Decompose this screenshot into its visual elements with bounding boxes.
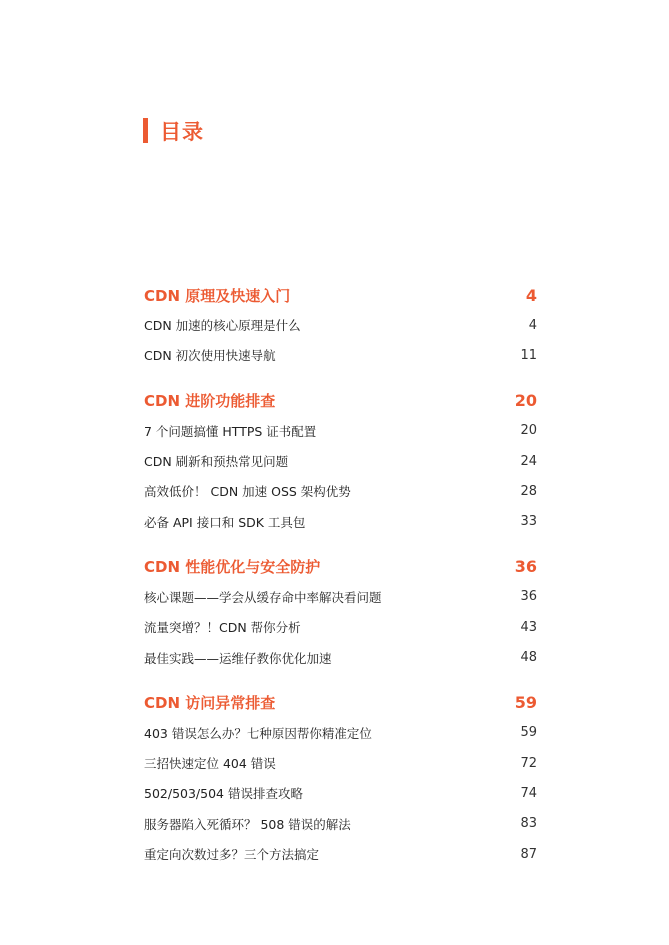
toc-entry[interactable]	[144, 582, 537, 612]
toc-section	[144, 386, 537, 537]
toc-entry[interactable]	[144, 340, 537, 370]
entry-title: 核心课题——学会从缓存命中率解决看问题	[144, 589, 382, 605]
entry-title: CDN 刷新和预热常见问题	[144, 454, 289, 470]
toc-section	[144, 552, 537, 673]
toc-entry[interactable]	[144, 748, 537, 778]
entry-page-number: 4	[528, 317, 537, 333]
toc-entry[interactable]	[144, 416, 537, 446]
page-title: 目录	[160, 119, 204, 144]
toc-entry[interactable]	[144, 839, 537, 869]
entry-page-number: 87	[520, 846, 537, 862]
section-title: CDN 进阶功能排查	[144, 392, 276, 411]
section-page-number: 36	[514, 557, 537, 577]
section-heading[interactable]	[144, 552, 537, 582]
entry-title: 403 错误怎么办？七种原因帮你精准定位	[144, 725, 372, 741]
toc-heading	[143, 117, 204, 144]
entry-page-number: 24	[520, 453, 537, 469]
entry-title: CDN 初次使用快速导航	[144, 348, 276, 364]
section-title: CDN 原理及快速入门	[144, 286, 291, 305]
table-of-contents	[144, 280, 537, 884]
toc-entry[interactable]	[144, 506, 537, 536]
entry-page-number: 48	[520, 650, 537, 666]
entry-page-number: 28	[520, 483, 537, 499]
toc-entry[interactable]	[144, 476, 537, 506]
entry-page-number: 33	[520, 514, 537, 530]
section-heading[interactable]	[144, 688, 537, 718]
entry-page-number: 72	[520, 755, 537, 771]
toc-entry[interactable]	[144, 612, 537, 642]
entry-title: 最佳实践——运维仔教你优化加速	[144, 650, 332, 666]
toc-entry[interactable]	[144, 809, 537, 839]
toc-section	[144, 280, 537, 371]
section-page-number: 20	[514, 391, 537, 411]
entry-page-number: 36	[520, 589, 537, 605]
entry-page-number: 43	[520, 619, 537, 635]
entry-title: 502/503/504 错误排查攻略	[144, 786, 303, 802]
entry-title: 高效低价！ CDN 加速 OSS 架构优势	[144, 484, 351, 500]
entry-page-number: 83	[520, 816, 537, 832]
entry-title: 重定向次数过多？三个方法搞定	[144, 847, 320, 862]
section-heading[interactable]	[144, 386, 537, 416]
section-title: CDN 访问异常排查	[144, 694, 276, 713]
toc-entry[interactable]	[144, 718, 537, 748]
entry-page-number: 59	[520, 725, 537, 741]
toc-entry[interactable]	[144, 778, 537, 808]
entry-title: 必备 API 接口和 SDK 工具包	[144, 514, 306, 530]
entry-title: 三招快速定位 404 错误	[144, 756, 276, 772]
heading-accent-bar	[143, 118, 148, 143]
toc-entry[interactable]	[144, 446, 537, 476]
entry-title: 流量突增？！CDN 帮你分析	[144, 620, 301, 636]
section-page-number: 4	[525, 285, 537, 305]
toc-entry[interactable]	[144, 642, 537, 672]
toc-entry[interactable]	[144, 310, 537, 340]
entry-page-number: 11	[520, 347, 537, 363]
entry-page-number: 20	[520, 423, 537, 439]
section-title: CDN 性能优化与安全防护	[144, 558, 321, 577]
entry-title: 服务器陷入死循环？ 508 错误的解法	[144, 816, 351, 832]
entry-title: CDN 加速的核心原理是什么	[144, 318, 301, 334]
toc-section	[144, 688, 537, 869]
section-heading[interactable]	[144, 280, 537, 310]
entry-page-number: 74	[520, 785, 537, 801]
entry-title: 7 个问题搞懂 HTTPS 证书配置	[144, 423, 317, 439]
section-page-number: 59	[514, 693, 537, 713]
